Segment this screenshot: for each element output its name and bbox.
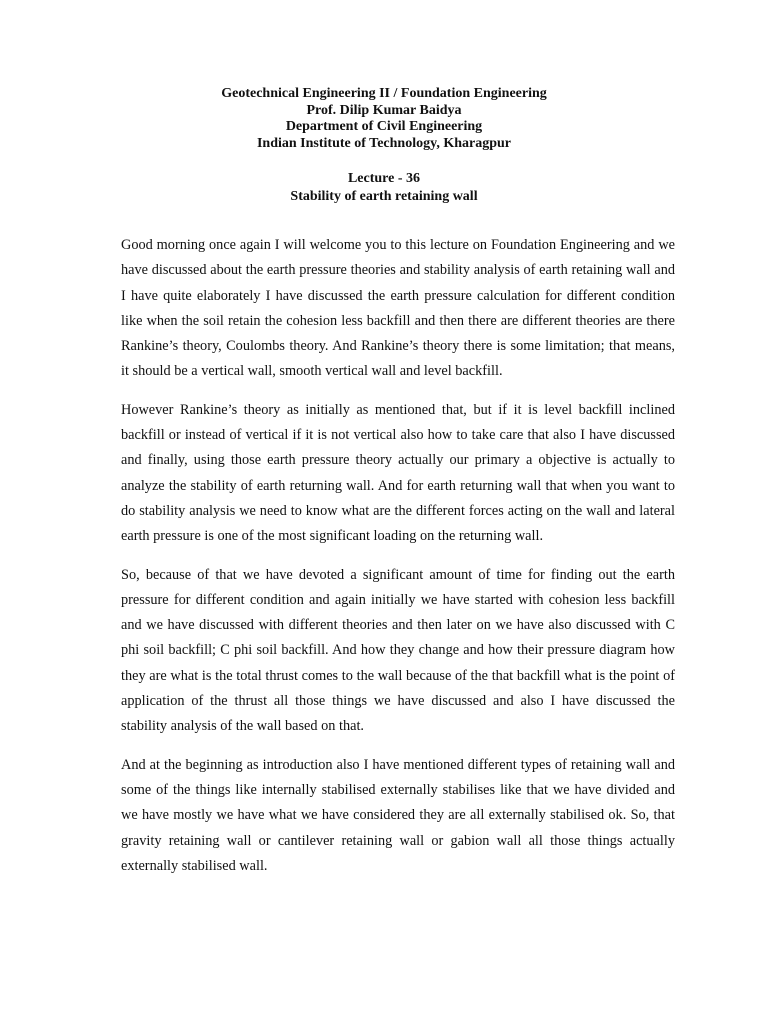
body-paragraph: Good morning once again I will welcome you to this lecture on Foundation Engineering and we have discussed about the earth pressure theories and stability analysis of earth retaining wall and I have quite elaborately I have discussed the earth pressure calculation for different condition like when the soil retain the cohesion less backfill and then there are different theories are there Rankine’s theory, Coulombs theory. And Rankine’s theory there is some limitation; that means, it should be a vertical wall, smooth vertical wall and level backfill. [121, 237, 675, 380]
document-header [0, 86, 768, 153]
lecture-heading [0, 170, 768, 206]
body-paragraph: So, because of that we have devoted a significant amount of time for finding out the earth pressure for different condition and again initially we have started with cohesion less backfill and we have discussed with different theories and then later on we have also discussed with C phi soil backfill; C phi soil backfill. And how they change and how their pressure diagram how they are what is the total thrust comes to the wall because of the that backfill what is the point of application of the thrust all those things we have discussed and also I have discussed the stability analysis of the wall based on that. [121, 566, 675, 735]
lecture-number: Lecture - 36 [347, 171, 421, 186]
professor-name: Prof. Dilip Kumar Baidya [306, 102, 462, 118]
course-title: Geotechnical Engineering II / Foundation Engineering [221, 86, 547, 101]
document-body [121, 233, 675, 892]
institute-name: Indian Institute of Technology, Kharagpur [256, 136, 511, 152]
lecture-title: Stability of earth retaining wall [290, 189, 478, 204]
body-paragraph: And at the beginning as introduction also I have mentioned different types of retaining wall and some of the things like internally stabilised externally stabilises like that we have divided and we have mostly we have what we have considered they are all externally stabilised ok. So, that gravity retaining wall or cantilever retaining wall or gabion wall all those things actually externally stabilised wall. [121, 756, 675, 874]
body-paragraph: However Rankine’s theory as initially as mentioned that, but if it is level backfill inclined backfill or instead of vertical if it is not vertical also how to take care that also I have discussed and finally, using those earth pressure theory actually our primary a objective is actually to analyze the stability of earth returning wall. And for earth returning wall that when you want to do stability analysis we need to know what are the different forces acting on the wall and lateral earth pressure is one of the most significant loading on the returning wall. [121, 401, 675, 545]
department-name: Department of Civil Engineering [285, 119, 483, 135]
